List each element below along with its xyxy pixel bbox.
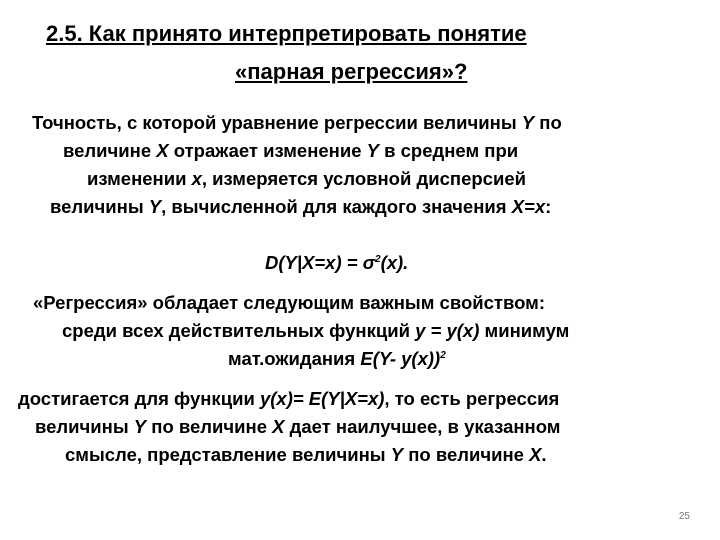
paragraph-3-line-2 [35,414,560,440]
expectation-expression: E(Y- y(x)) [360,348,441,369]
text: , вычисленной для каждого значения [161,196,512,217]
var-x: X [272,416,285,437]
var-x: X [529,444,542,465]
formula-tail: (x). [380,252,409,273]
text: . [541,444,547,465]
text: величине [63,140,157,161]
text: в среднем при [378,140,519,161]
text: «Регрессия» обладает следующим важным свойством: [33,292,546,313]
var-y: Y [148,196,162,217]
text: Точность, с которой уравнение регрессии величины [32,112,522,133]
text: величины [35,416,134,437]
var-y: Y [366,140,379,161]
text: достигается для функции [18,388,260,409]
text: по величине [146,416,273,437]
page-number: 25 [678,511,690,522]
var-x-lower: x [191,168,202,189]
text: минимум [479,320,570,341]
paragraph-3-line-1 [18,386,559,412]
formula-superscript: 2 [375,254,381,265]
text: по [534,112,562,133]
expectation-superscript: 2 [440,350,446,361]
text: по величине [403,444,530,465]
var-y: Y [133,416,147,437]
paragraph-2-line-2 [62,318,569,344]
paragraph-2-line-1 [33,290,545,316]
function-expression: y = y(x) [415,320,480,341]
text: , то есть регрессия [384,388,560,409]
var-y: Y [521,112,535,133]
var-x: X [156,140,169,161]
regression-expression: y(x)= E(Y|X=x) [259,388,385,409]
text: среди всех действительных функций [62,320,416,341]
paragraph-1-line-2 [63,138,518,164]
variance-formula [265,250,408,276]
text: изменении [87,168,192,189]
title-line-1: 2.5. Как принято интерпретировать понятие [46,21,527,46]
paragraph-1-line-1 [32,110,562,136]
text: , измеряется условной дисперсией [201,168,526,189]
paragraph-1-line-4 [50,194,551,220]
var-x-eq: X=x [511,196,546,217]
paragraph-2-line-3 [228,346,446,372]
var-y: Y [390,444,404,465]
text: мат.ожидания [228,348,361,369]
text: отражает изменение [168,140,367,161]
formula-main: D(Y|X=x) = σ [265,252,375,273]
text: смысле, представление величины [65,444,391,465]
paragraph-1-line-3 [87,166,526,192]
text: величины [50,196,149,217]
paragraph-3-line-3 [65,442,547,468]
text: дает наилучшее, в указанном [284,416,561,437]
text: : [545,196,552,217]
title-line-2: «парная регрессия»? [235,59,468,84]
